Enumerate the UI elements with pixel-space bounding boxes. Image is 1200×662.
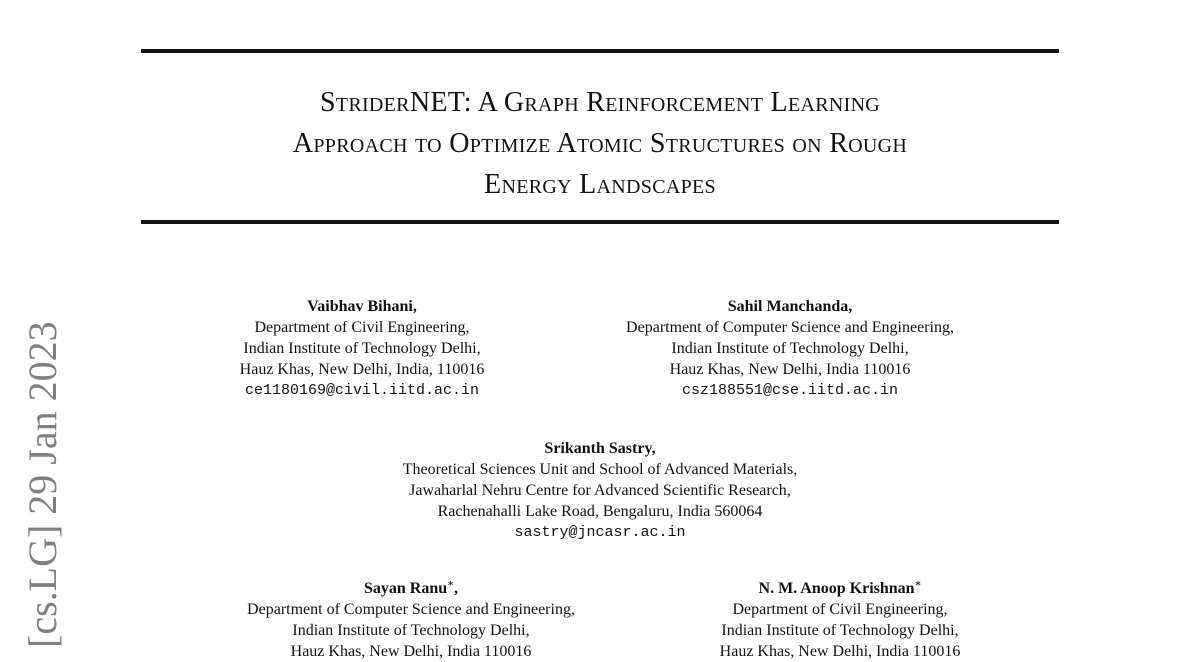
author-block-krishnan xyxy=(720,578,961,662)
author-name: Sahil Manchanda, xyxy=(727,298,853,315)
corresponding-mark: ∗ xyxy=(914,578,922,590)
author-affiliation-line: Hauz Khas, New Delhi, India 110016 xyxy=(719,643,961,660)
author-affiliation-line: Indian Institute of Technology Delhi, xyxy=(243,340,481,357)
author-name: Vaibhav Bihani, xyxy=(307,298,417,315)
author-affiliation-line: Rachenahalli Lake Road, Bengaluru, India 560064 xyxy=(437,503,763,520)
author-name-suffix: , xyxy=(454,580,459,597)
author-affiliation-line: Jawaharlal Nehru Centre for Advanced Scientific Research, xyxy=(409,482,791,499)
author-affiliation-line: Hauz Khas, New Delhi, India 110016 xyxy=(669,361,911,378)
author-block-manchanda xyxy=(626,296,954,401)
author-name-row xyxy=(247,578,575,599)
author-name: Srikanth Sastry, xyxy=(544,440,656,457)
author-affiliation-line: Department of Computer Science and Engineering, xyxy=(626,319,954,336)
top-rule xyxy=(141,49,1059,53)
author-affiliation-line: Theoretical Sciences Unit and School of Advanced Materials, xyxy=(402,461,798,478)
title-line-2: Approach to Optimize Atomic Structures on Rough xyxy=(292,128,908,159)
author-email: ce1180169@civil.iitd.ac.in xyxy=(244,382,480,399)
author-name-row xyxy=(720,578,961,599)
author-affiliation-line: Department of Civil Engineering, xyxy=(732,601,948,618)
author-affiliation-line: Department of Computer Science and Engineering, xyxy=(247,601,575,618)
author-affiliation-line: Indian Institute of Technology Delhi, xyxy=(721,622,959,639)
author-email: csz188551@cse.iitd.ac.in xyxy=(681,382,899,399)
bottom-rule xyxy=(141,220,1059,224)
author-block-ranu xyxy=(247,578,575,662)
author-block-sastry xyxy=(403,438,798,543)
author-affiliation-line: Hauz Khas, New Delhi, India, 110016 xyxy=(239,361,485,378)
author-affiliation-line: Hauz Khas, New Delhi, India 110016 xyxy=(290,643,532,660)
arxiv-stamp: [cs.LG] 29 Jan 2023 xyxy=(20,321,65,648)
author-affiliation-line: Department of Civil Engineering, xyxy=(254,319,470,336)
author-affiliation-line: Indian Institute of Technology Delhi, xyxy=(671,340,909,357)
title-line-3: Energy Landscapes xyxy=(484,169,716,200)
author-affiliation-line: Indian Institute of Technology Delhi, xyxy=(292,622,530,639)
author-block-bihani xyxy=(240,296,485,401)
author-name: N. M. Anoop Krishnan xyxy=(758,580,915,597)
author-name: Sayan Ranu xyxy=(363,580,448,597)
corresponding-mark: ∗ xyxy=(447,578,455,590)
author-email: sastry@jncasr.ac.in xyxy=(514,524,686,541)
paper-title xyxy=(141,82,1059,205)
title-line-1: StriderNET: A Graph Reinforcement Learning xyxy=(319,87,881,118)
